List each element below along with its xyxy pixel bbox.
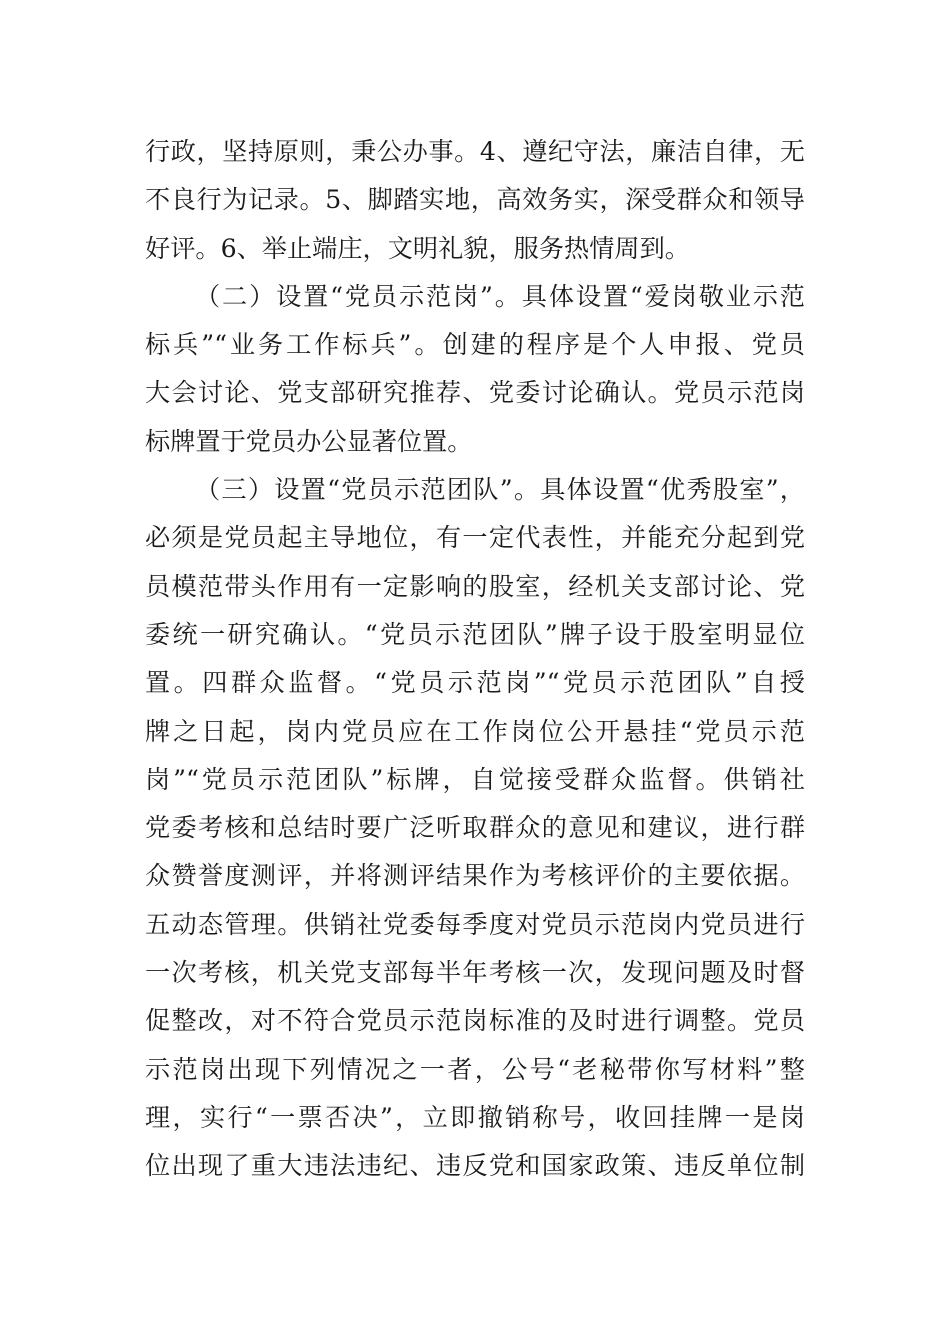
text-line: 员模范带头作用有一定影响的股室，经机关支部讨论、党 (145, 571, 805, 601)
text-line: 好评。6、举止端庄，文明礼貌，服务热情周到。 (145, 233, 690, 263)
text-line: 一次考核，机关党支部每半年考核一次，发现问题及时督 (145, 958, 805, 988)
text-line: 标兵”“业务工作标兵”。创建的程序是个人申报、党员 (145, 330, 805, 360)
document-body (145, 128, 805, 1191)
text-line: 标牌置于党员办公显著位置。 (145, 426, 473, 456)
text-line: （三）设置“党员示范团队”。具体设置“优秀股室”， (195, 475, 805, 505)
text-line: 理，实行“一票否决”，立即撤销称号，收回挂牌一是岗 (145, 1102, 805, 1132)
text-line: （二）设置“党员示范岗”。具体设置“爱岗敬业示范 (195, 281, 805, 311)
text-line: 委统一研究确认。“党员示范团队”牌子设于股室明显位 (145, 619, 805, 649)
text-line: 促整改，对不符合党员示范岗标准的及时进行调整。党员 (145, 1006, 805, 1036)
text-line: 众赞誉度测评，并将测评结果作为考核评价的主要依据。 (145, 861, 805, 891)
text-line: 牌之日起，岗内党员应在工作岗位公开悬挂“党员示范 (145, 716, 805, 746)
text-line: 示范岗出现下列情况之一者，公号“老秘带你写材料”整 (145, 1054, 805, 1084)
text-line: 五动态管理。供销社党委每季度对党员示范岗内党员进行 (145, 909, 805, 939)
text-line: 行政，坚持原则，秉公办事。4、遵纪守法，廉洁自律，无 (145, 137, 805, 166)
text-line: 党委考核和总结时要广泛听取群众的意见和建议，进行群 (145, 813, 805, 843)
text-line: 必须是党员起主导地位，有一定代表性，并能充分起到党 (145, 523, 805, 553)
text-line: 位出现了重大违法违纪、违反党和国家政策、违反单位制 (145, 1151, 805, 1181)
text-line: 大会讨论、党支部研究推荐、党委讨论确认。党员示范岗 (145, 378, 805, 408)
text-line: 置。四群众监督。“党员示范岗”“党员示范团队”自授 (145, 668, 805, 698)
text-line: 不良行为记录。5、脚踏实地，高效务实，深受群众和领导 (145, 185, 805, 215)
text-line: 岗”“党员示范团队”标牌，自觉接受群众监督。供销社 (145, 764, 805, 794)
